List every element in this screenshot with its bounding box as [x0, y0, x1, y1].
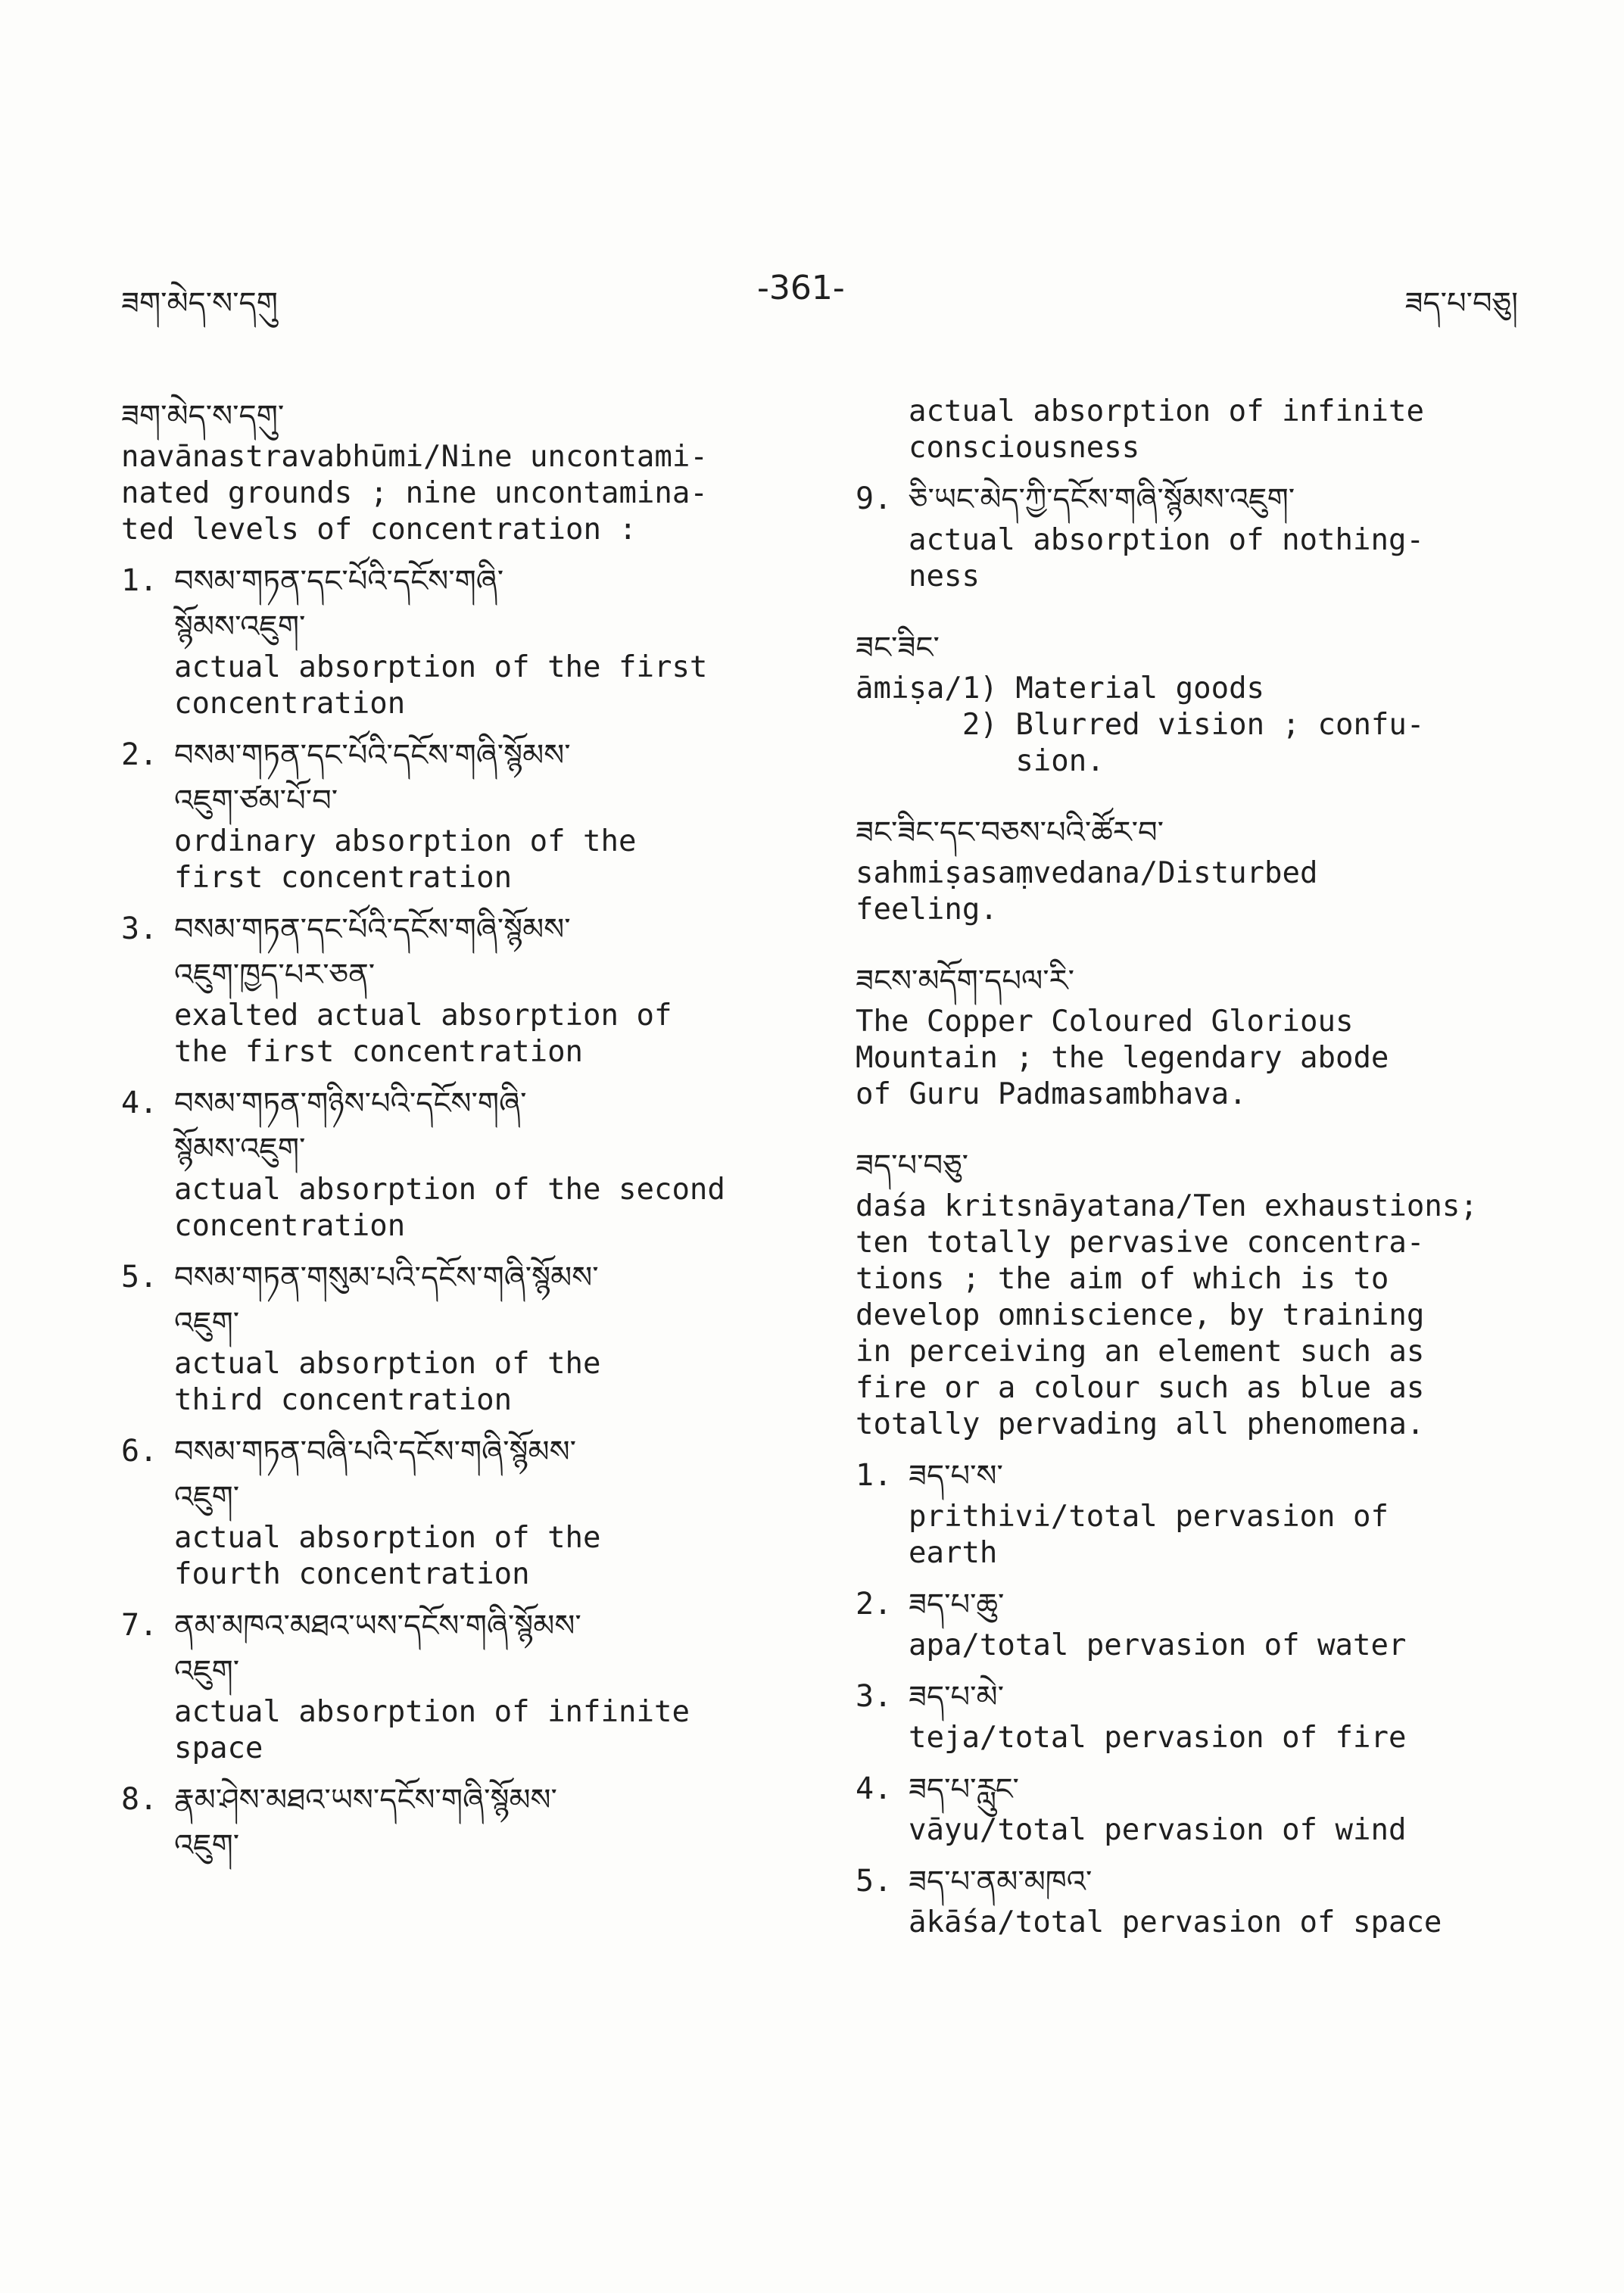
tibetan-term: བསམ་གཏན་དང་པོའི་དངོས་གཞི་སྙོམས་	[174, 912, 571, 947]
english-gloss: teja/total pervasion of fire	[909, 1721, 1407, 1755]
item-number: 6.	[121, 1434, 158, 1469]
right-column	[856, 394, 1537, 1941]
item-number: 2.	[121, 737, 158, 772]
tibetan-term: བསམ་གཏན་གཉིས་པའི་དངོས་གཞི་	[174, 1086, 527, 1121]
item-number: 4.	[856, 1771, 893, 1806]
running-header-right: ཟད་པ་བཅུ།	[1404, 286, 1518, 321]
item-number: 4.	[121, 1086, 158, 1120]
tibetan-term-cont: འཇུག་ཙམ་པོ་བ་	[174, 784, 338, 818]
item-number: 7.	[121, 1608, 158, 1643]
left-column	[121, 394, 803, 1868]
english-gloss: exalted actual absorption of the first concentration	[174, 999, 672, 1069]
english-gloss: actual absorption of the second concentration	[174, 1173, 725, 1243]
continued-gloss: actual absorption of infinite consciousness	[909, 394, 1424, 465]
item-number: 1.	[121, 563, 158, 598]
english-gloss: actual absorption of nothing- ness	[909, 523, 1424, 594]
tibetan-term: ཅི་ཡང་མེད་ཀྱི་དངོས་གཞི་སྙོམས་འཇུག་	[909, 482, 1295, 517]
tibetan-term-cont: སྙོམས་འཇུག་	[174, 609, 306, 644]
item-number: 2.	[856, 1587, 893, 1622]
list-item	[121, 733, 803, 896]
english-gloss: actual absorption of the fourth concentration	[174, 1521, 601, 1591]
tibetan-term-cont: འཇུག་	[174, 1306, 240, 1341]
page-number: -361-	[757, 269, 845, 307]
tibetan-term-cont: འཇུག་	[174, 1480, 240, 1515]
entry-definition: The Copper Coloured Glorious Mountain ; the legendary abode of Guru Padmasambhava.	[856, 1005, 1389, 1111]
list-item	[121, 559, 803, 722]
item-number: 8.	[121, 1782, 158, 1817]
tibetan-term: ཟད་པ་ས་	[909, 1459, 1003, 1494]
entry-headword: ཟང་ཟིང་	[856, 631, 940, 665]
list-item	[121, 1777, 803, 1868]
list-item	[856, 477, 1537, 595]
english-gloss: ordinary absorption of the first concentration	[174, 824, 637, 895]
item-number: 9.	[856, 481, 893, 516]
english-gloss: apa/total pervasion of water	[909, 1628, 1407, 1662]
entry-definition: daśa kritsnāyatana/Ten exhaustions; ten totally pervasive concentra- tions ; the aim of which is to develop omniscience, by training in perceiving an element such as fire or a colour such as blue as totally pervading all phenomena.	[856, 1189, 1478, 1441]
english-gloss: prithivi/total pervasion of earth	[909, 1500, 1389, 1570]
entry-definition: āmiṣa/1) Material goods 2) Blurred vision ; confu- sion.	[856, 671, 1425, 778]
entry-definition: navānastravabhūmi/Nine uncontami- nated grounds ; nine uncontamina- ted levels of concentration :	[121, 440, 708, 547]
list-item	[856, 1859, 1537, 1941]
tibetan-term-cont: འཇུག་	[174, 1654, 240, 1689]
item-number: 5.	[856, 1864, 893, 1899]
english-gloss: actual absorption of the third concentration	[174, 1347, 601, 1417]
entry-headword: ཟག་མེད་ས་དགུ་	[121, 399, 285, 434]
list-item	[856, 1453, 1537, 1572]
tibetan-term: བསམ་གཏན་བཞི་པའི་དངོས་གཞི་སྙོམས་	[174, 1435, 577, 1469]
tibetan-term: ཟད་པ་ཆུ་	[909, 1587, 1005, 1622]
tibetan-term-cont: འཇུག་ཁྱད་པར་ཅན་	[174, 958, 376, 992]
item-number: 3.	[856, 1679, 893, 1714]
tibetan-term: བསམ་གཏན་གསུམ་པའི་དངོས་གཞི་སྙོམས་	[174, 1260, 599, 1295]
tibetan-term-cont: འཇུག་	[174, 1828, 240, 1863]
entry-headword: ཟང་ཟིང་དང་བཅས་པའི་ཚོར་བ་	[856, 815, 1164, 850]
tibetan-term: རྣམ་ཤེས་མཐའ་ཡས་དངོས་གཞི་སྙོམས་	[174, 1783, 557, 1818]
item-number: 5.	[121, 1260, 158, 1294]
list-item	[856, 1767, 1537, 1849]
english-gloss: actual absorption of infinite space	[174, 1695, 690, 1765]
english-gloss: ākāśa/total pervasion of space	[909, 1905, 1442, 1939]
list-item	[856, 1675, 1537, 1756]
entry-headword: ཟངས་མདོག་དཔལ་རི་	[856, 964, 1074, 999]
list-item	[121, 907, 803, 1070]
english-gloss: actual absorption of the first concentration	[174, 650, 708, 721]
list-item	[121, 1603, 803, 1767]
list-item	[856, 1582, 1537, 1664]
tibetan-term: ནམ་མཁའ་མཐའ་ཡས་དངོས་གཞི་སྙོམས་	[174, 1609, 581, 1643]
item-number: 1.	[856, 1458, 893, 1493]
tibetan-term-cont: སྙོམས་འཇུག་	[174, 1132, 306, 1167]
entry-definition: sahmiṣasaṃvedana/Disturbed feeling.	[856, 856, 1318, 927]
list-item	[121, 1255, 803, 1419]
english-gloss: vāyu/total pervasion of wind	[909, 1813, 1407, 1847]
list-item	[121, 1081, 803, 1245]
tibetan-term: བསམ་གཏན་དང་པོའི་དངོས་གཞི་	[174, 564, 504, 599]
tibetan-term: ཟད་པ་རླུང་	[909, 1772, 1019, 1807]
entry-headword: ཟད་པ་བཅུ་	[856, 1148, 969, 1183]
item-number: 3.	[121, 911, 158, 946]
tibetan-term: བསམ་གཏན་དང་པོའི་དངོས་གཞི་སྙོམས་	[174, 738, 571, 773]
tibetan-term: ཟད་པ་ནམ་མཁའ་	[909, 1865, 1093, 1899]
running-header-left: ཟག་མེད་ས་དགུ	[121, 286, 278, 321]
list-item	[121, 1429, 803, 1593]
tibetan-term: ཟད་པ་མེ་	[909, 1680, 1005, 1715]
